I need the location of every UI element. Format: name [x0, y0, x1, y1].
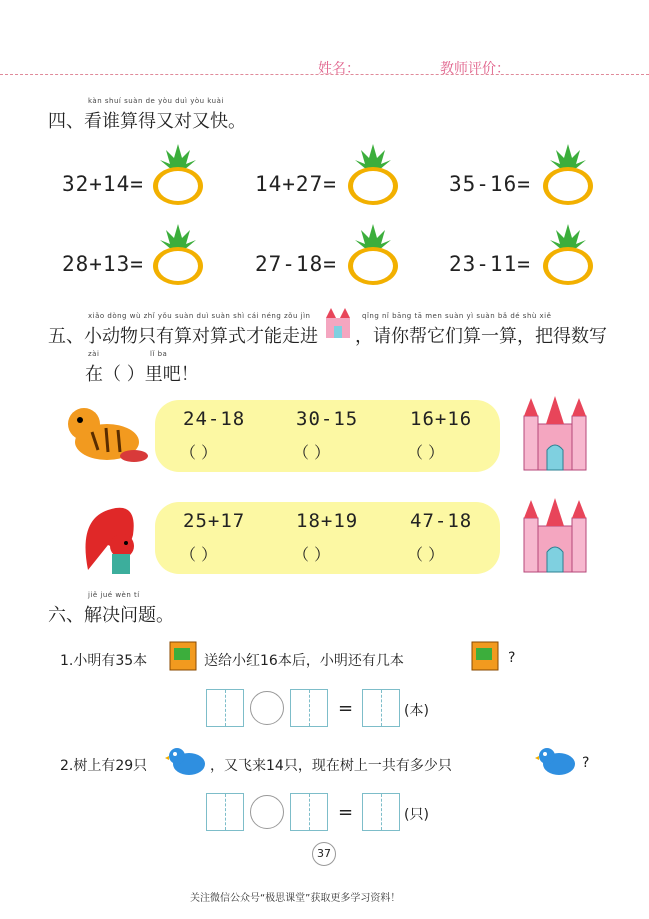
band1-expr-1: 24-18	[183, 408, 246, 430]
operator-circle[interactable]	[250, 795, 284, 829]
section5-line1b: ，请你帮它们算一算，把得数写	[355, 326, 607, 347]
problem1-text-b: 送给小红16本后，小明还有几本	[204, 653, 404, 669]
operator-circle[interactable]	[250, 691, 284, 725]
book-icon	[470, 638, 502, 672]
unit-label: (本)	[404, 703, 429, 719]
problem1-question-mark: ?	[508, 650, 516, 666]
bird-icon	[165, 742, 209, 778]
castle-icon	[520, 392, 590, 472]
band2-expr-3: 47-18	[410, 510, 473, 532]
pineapple-answer-icon	[150, 140, 206, 206]
expr-5: 27-18=	[255, 252, 337, 276]
problem2-question-mark: ?	[582, 755, 590, 771]
pineapple-answer-icon	[345, 220, 401, 286]
section5-pinyin-1: xiǎo dòng wù zhǐ yǒu suàn duì suàn shì cái néng zǒu jìn	[88, 312, 311, 320]
pineapple-answer-icon	[345, 140, 401, 206]
teacher-eval-label: 教师评价：	[440, 61, 510, 77]
bird-icon	[535, 742, 579, 778]
pineapple-answer-icon	[150, 220, 206, 286]
section4-title: 四、看谁算得又对又快。	[48, 111, 246, 132]
castle-small-icon	[323, 306, 353, 340]
answer-paren[interactable]: （ ）	[180, 545, 218, 564]
unit-label: (只)	[404, 807, 429, 823]
pineapple-answer-icon	[540, 220, 596, 286]
expr-6: 23-11=	[449, 252, 531, 276]
problem1-text-a: 1.小明有35本	[60, 653, 148, 669]
expr-2: 14+27=	[255, 172, 337, 196]
answer-paren[interactable]: （ ）	[407, 545, 445, 564]
section5-line2: 在（ ）里吧！	[85, 364, 199, 385]
section5-line1a: 五、小动物只有算对算式才能走进	[48, 326, 318, 347]
book-icon	[168, 638, 200, 672]
header-divider	[0, 74, 649, 75]
equals-sign: =	[338, 802, 354, 823]
answer-paren[interactable]: （ ）	[293, 545, 331, 564]
problem2-text-a: 2.树上有29只	[60, 758, 148, 774]
section5-pinyin-4: lǐ ba	[150, 350, 168, 358]
section5-pinyin-2: qǐng nǐ bāng tā men suàn yì suàn bǎ dé shù xiě	[362, 312, 552, 320]
answer-box[interactable]	[362, 689, 400, 727]
name-label: 姓名：	[318, 61, 360, 77]
answer-paren[interactable]: （ ）	[293, 443, 331, 462]
band2-expr-1: 25+17	[183, 510, 246, 532]
tiger-icon	[62, 400, 152, 470]
section6-title: 六、解决问题。	[48, 605, 174, 626]
section6-pinyin: jiě jué wèn tí	[88, 591, 140, 599]
answer-box[interactable]	[290, 793, 328, 831]
section4-pinyin: kàn shuí suàn de yòu duì yòu kuài	[88, 97, 224, 105]
castle-icon	[520, 494, 590, 574]
expr-1: 32+14=	[62, 172, 144, 196]
footer-note: 关注微信公众号“极思课堂”获取更多学习资料！	[190, 893, 401, 904]
answer-paren[interactable]: （ ）	[180, 443, 218, 462]
expr-3: 35-16=	[449, 172, 531, 196]
answer-box[interactable]	[362, 793, 400, 831]
band1-expr-2: 30-15	[296, 408, 359, 430]
section5-pinyin-3: zài	[88, 350, 100, 358]
answer-paren[interactable]: （ ）	[407, 443, 445, 462]
problem2-text-b: ，又飞来14只，现在树上一共有多少只	[210, 758, 452, 774]
band2-expr-2: 18+19	[296, 510, 359, 532]
squirrel-icon	[78, 500, 148, 580]
band1-expr-3: 16+16	[410, 408, 473, 430]
equals-sign: =	[338, 698, 354, 719]
answer-box[interactable]	[206, 689, 244, 727]
page-number: 37	[312, 842, 336, 866]
expr-4: 28+13=	[62, 252, 144, 276]
answer-box[interactable]	[290, 689, 328, 727]
answer-box[interactable]	[206, 793, 244, 831]
pineapple-answer-icon	[540, 140, 596, 206]
